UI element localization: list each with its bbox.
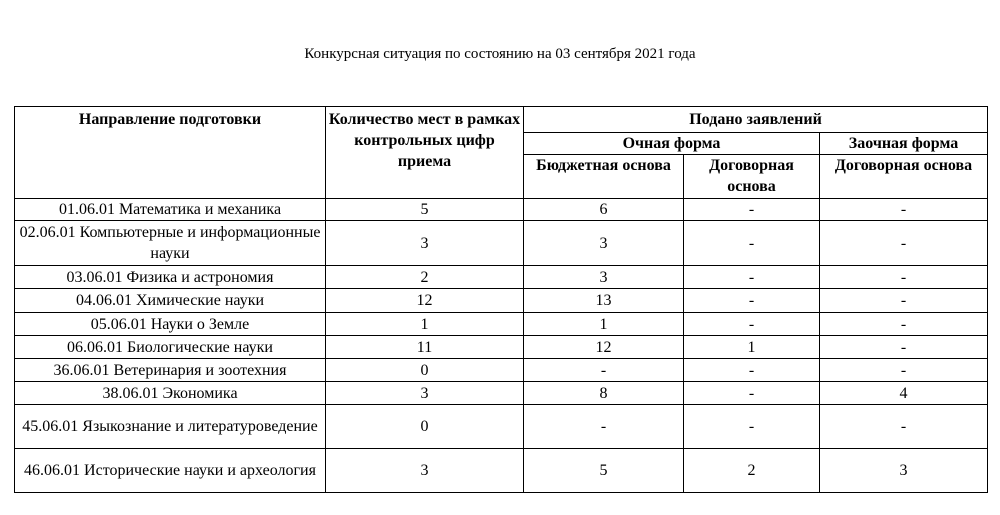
table-row	[15, 266, 988, 289]
cell-places: 1	[326, 313, 524, 336]
cell-contract: -	[684, 199, 820, 221]
table-row	[15, 313, 988, 336]
table-caption: Конкурсная ситуация по состоянию на 03 сентября 2021 года	[304, 46, 696, 62]
cell-places: 3	[326, 221, 524, 266]
cell-contract: 1	[684, 336, 820, 359]
table-row	[15, 336, 988, 359]
cell-contract-part: -	[820, 405, 988, 449]
cell-contract: -	[684, 359, 820, 382]
cell-budget: 3	[524, 221, 684, 266]
cell-direction: 04.06.01 Химические науки	[15, 289, 326, 313]
cell-contract-part: -	[820, 266, 988, 289]
cell-budget: 1	[524, 313, 684, 336]
cell-direction: 06.06.01 Биологические науки	[15, 336, 326, 359]
cell-contract-part: -	[820, 199, 988, 221]
cell-direction: 05.06.01 Науки о Земле	[15, 313, 326, 336]
header-direction: Направление подготовки	[15, 107, 326, 199]
cell-contract-part: 4	[820, 382, 988, 405]
cell-places: 12	[326, 289, 524, 313]
cell-budget: 6	[524, 199, 684, 221]
cell-contract: -	[684, 405, 820, 449]
cell-direction: 36.06.01 Ветеринария и зоотехния	[15, 359, 326, 382]
cell-budget: 13	[524, 289, 684, 313]
cell-contract-part: -	[820, 313, 988, 336]
cell-places: 5	[326, 199, 524, 221]
cell-contract-part: 3	[820, 449, 988, 493]
table-row	[15, 449, 988, 493]
table-row	[15, 405, 988, 449]
table-row	[15, 289, 988, 313]
cell-contract-part: -	[820, 336, 988, 359]
header-budget: Бюджетная основа	[524, 155, 684, 199]
cell-direction: 03.06.01 Физика и астрономия	[15, 266, 326, 289]
cell-direction: 45.06.01 Языкознание и литературоведение	[15, 405, 326, 449]
cell-budget: -	[524, 405, 684, 449]
cell-places: 0	[326, 405, 524, 449]
header-submitted: Подано заявлений	[524, 107, 988, 133]
cell-contract-part: -	[820, 289, 988, 313]
cell-contract: -	[684, 313, 820, 336]
cell-contract: -	[684, 382, 820, 405]
cell-contract: -	[684, 266, 820, 289]
header-places: Количество мест в рамках контрольных цифр приема	[326, 107, 524, 199]
cell-places: 0	[326, 359, 524, 382]
cell-direction: 02.06.01 Компьютерные и информационные науки	[15, 221, 326, 266]
cell-budget: 8	[524, 382, 684, 405]
header-contract-part: Договорная основа	[820, 155, 988, 199]
cell-contract: -	[684, 289, 820, 313]
cell-places: 2	[326, 266, 524, 289]
table-row	[15, 199, 988, 221]
cell-budget: 12	[524, 336, 684, 359]
table-row	[15, 382, 988, 405]
cell-budget: 5	[524, 449, 684, 493]
cell-places: 11	[326, 336, 524, 359]
cell-places: 3	[326, 382, 524, 405]
header-part-time: Заочная форма	[820, 133, 988, 155]
header-full-time: Очная форма	[524, 133, 820, 155]
header-contract: Договорная основа	[684, 155, 820, 199]
cell-places: 3	[326, 449, 524, 493]
cell-contract: 2	[684, 449, 820, 493]
table-row	[15, 221, 988, 266]
cell-budget: -	[524, 359, 684, 382]
cell-contract-part: -	[820, 221, 988, 266]
cell-direction: 01.06.01 Математика и механика	[15, 199, 326, 221]
cell-budget: 3	[524, 266, 684, 289]
cell-contract: -	[684, 221, 820, 266]
competition-table	[14, 106, 988, 493]
table-row	[15, 359, 988, 382]
cell-contract-part: -	[820, 359, 988, 382]
cell-direction: 38.06.01 Экономика	[15, 382, 326, 405]
table-body	[15, 199, 988, 493]
cell-direction: 46.06.01 Исторические науки и археология	[15, 449, 326, 493]
